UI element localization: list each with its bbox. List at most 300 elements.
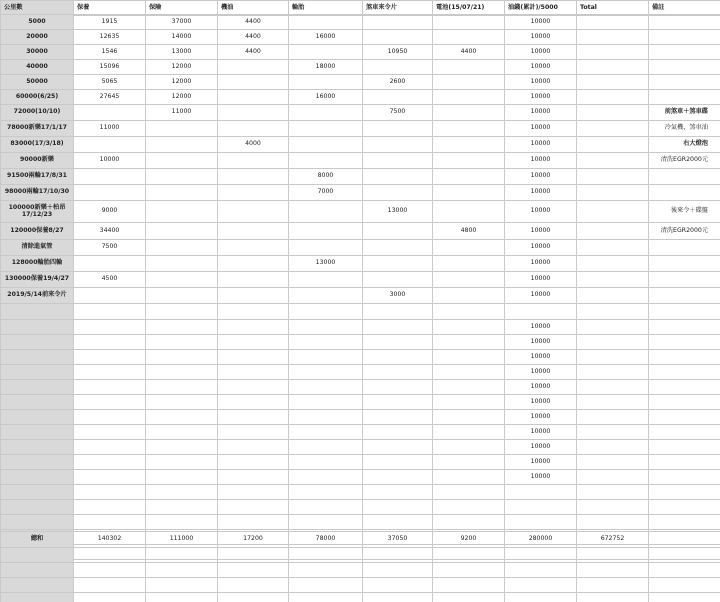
- cell-total[interactable]: [577, 169, 649, 185]
- cell-tires[interactable]: 16000: [289, 90, 363, 105]
- cell-fuel[interactable]: 10000: [505, 185, 577, 201]
- cell-battery[interactable]: [433, 185, 505, 201]
- cell-fuel[interactable]: 10000: [505, 288, 577, 304]
- cell-insurance[interactable]: [146, 578, 218, 593]
- cell-engine-oil[interactable]: [218, 470, 289, 485]
- cell-total[interactable]: [577, 455, 649, 470]
- cell-total[interactable]: [577, 272, 649, 288]
- cell-engine-oil[interactable]: [218, 304, 289, 320]
- cell-brake-pads[interactable]: 2600: [363, 75, 433, 90]
- cell-insurance[interactable]: 37000: [146, 15, 218, 30]
- cell-brake-pads[interactable]: [363, 395, 433, 410]
- cell-engine-oil[interactable]: [218, 365, 289, 380]
- cell-insurance[interactable]: [146, 240, 218, 256]
- cell-maintenance[interactable]: [74, 320, 146, 335]
- cell-battery[interactable]: [433, 256, 505, 272]
- cell-maintenance[interactable]: [74, 548, 146, 563]
- cell-fuel[interactable]: 10000: [505, 380, 577, 395]
- header-total[interactable]: Total: [577, 1, 649, 16]
- cell-tires[interactable]: [289, 395, 363, 410]
- cell-maintenance[interactable]: 1915: [74, 15, 146, 30]
- cell-maintenance[interactable]: 140302: [74, 532, 146, 548]
- cell-total[interactable]: [577, 335, 649, 350]
- cell-battery[interactable]: [433, 201, 505, 223]
- cell-insurance[interactable]: 12000: [146, 90, 218, 105]
- cell-brake-pads[interactable]: [363, 410, 433, 425]
- cell-fuel[interactable]: 10000: [505, 121, 577, 137]
- cell-battery[interactable]: 9200: [433, 532, 505, 548]
- cell-mileage[interactable]: [1, 304, 74, 320]
- cell-engine-oil[interactable]: [218, 485, 289, 500]
- cell-tires[interactable]: [289, 365, 363, 380]
- cell-engine-oil[interactable]: [218, 121, 289, 137]
- cell-brake-pads[interactable]: [363, 240, 433, 256]
- cell-notes[interactable]: [649, 320, 720, 335]
- cell-maintenance[interactable]: [74, 365, 146, 380]
- cell-mileage[interactable]: 128000輪胎四輪: [1, 256, 74, 272]
- cell-engine-oil[interactable]: [218, 169, 289, 185]
- cell-notes[interactable]: [649, 256, 720, 272]
- cell-brake-pads[interactable]: [363, 153, 433, 169]
- cell-mileage[interactable]: [1, 440, 74, 455]
- cell-insurance[interactable]: 12000: [146, 75, 218, 90]
- cell-insurance[interactable]: [146, 201, 218, 223]
- cell-fuel[interactable]: 10000: [505, 60, 577, 75]
- cell-notes[interactable]: [649, 500, 720, 515]
- cell-maintenance[interactable]: 11000: [74, 121, 146, 137]
- cell-maintenance[interactable]: [74, 500, 146, 515]
- cell-maintenance[interactable]: [74, 256, 146, 272]
- cell-insurance[interactable]: [146, 272, 218, 288]
- cell-total[interactable]: [577, 240, 649, 256]
- cell-engine-oil[interactable]: [218, 335, 289, 350]
- cell-total[interactable]: [577, 30, 649, 45]
- cell-fuel[interactable]: 10000: [505, 90, 577, 105]
- cell-engine-oil[interactable]: 4400: [218, 45, 289, 60]
- cell-notes[interactable]: [649, 365, 720, 380]
- cell-brake-pads[interactable]: [363, 304, 433, 320]
- cell-maintenance[interactable]: [74, 425, 146, 440]
- cell-insurance[interactable]: 13000: [146, 45, 218, 60]
- cell-fuel[interactable]: 10000: [505, 425, 577, 440]
- cell-maintenance[interactable]: [74, 440, 146, 455]
- cell-notes[interactable]: [649, 240, 720, 256]
- cell-notes[interactable]: 冷氣機，煞車油: [649, 121, 720, 137]
- cell-notes[interactable]: [649, 15, 720, 30]
- cell-engine-oil[interactable]: [218, 201, 289, 223]
- cell-total[interactable]: [577, 425, 649, 440]
- cell-mileage[interactable]: [1, 425, 74, 440]
- header-fuel[interactable]: 油錢(累計)/5000: [505, 1, 577, 16]
- cell-insurance[interactable]: [146, 593, 218, 602]
- cell-notes[interactable]: [649, 593, 720, 602]
- cell-total[interactable]: [577, 380, 649, 395]
- cell-maintenance[interactable]: 9000: [74, 201, 146, 223]
- cell-tires[interactable]: 16000: [289, 30, 363, 45]
- cell-brake-pads[interactable]: [363, 60, 433, 75]
- cell-engine-oil[interactable]: [218, 455, 289, 470]
- cell-total[interactable]: 672752: [577, 532, 649, 548]
- cell-mileage[interactable]: 78000新樂17/1/17: [1, 121, 74, 137]
- cell-mileage[interactable]: 120000保養8/27: [1, 223, 74, 240]
- cell-fuel[interactable]: 10000: [505, 223, 577, 240]
- cell-fuel[interactable]: 280000: [505, 532, 577, 548]
- cell-tires[interactable]: [289, 440, 363, 455]
- cell-tires[interactable]: [289, 288, 363, 304]
- cell-mileage[interactable]: 83000(17/3/18): [1, 137, 74, 153]
- cell-brake-pads[interactable]: [363, 185, 433, 201]
- cell-fuel[interactable]: 10000: [505, 169, 577, 185]
- cell-tires[interactable]: 8000: [289, 169, 363, 185]
- cell-insurance[interactable]: [146, 320, 218, 335]
- cell-insurance[interactable]: [146, 365, 218, 380]
- cell-mileage[interactable]: 清除進氣管: [1, 240, 74, 256]
- cell-tires[interactable]: [289, 593, 363, 602]
- cell-battery[interactable]: [433, 60, 505, 75]
- cell-engine-oil[interactable]: 4000: [218, 137, 289, 153]
- cell-tires[interactable]: [289, 563, 363, 578]
- cell-battery[interactable]: [433, 90, 505, 105]
- cell-engine-oil[interactable]: [218, 515, 289, 530]
- cell-brake-pads[interactable]: [363, 256, 433, 272]
- cell-battery[interactable]: [433, 15, 505, 30]
- cell-tires[interactable]: [289, 410, 363, 425]
- cell-mileage[interactable]: [1, 515, 74, 530]
- cell-brake-pads[interactable]: [363, 515, 433, 530]
- cell-mileage[interactable]: [1, 470, 74, 485]
- cell-notes[interactable]: [649, 548, 720, 563]
- cell-mileage[interactable]: [1, 563, 74, 578]
- cell-total[interactable]: [577, 60, 649, 75]
- header-insurance[interactable]: 保險: [146, 1, 218, 16]
- cell-fuel[interactable]: 10000: [505, 272, 577, 288]
- cell-notes[interactable]: [649, 578, 720, 593]
- cell-total[interactable]: [577, 288, 649, 304]
- cell-brake-pads[interactable]: [363, 350, 433, 365]
- cell-tires[interactable]: [289, 137, 363, 153]
- cell-tires[interactable]: [289, 75, 363, 90]
- cell-mileage[interactable]: [1, 410, 74, 425]
- cell-mileage[interactable]: 98000兩輪17/10/30: [1, 185, 74, 201]
- cell-battery[interactable]: [433, 410, 505, 425]
- cell-maintenance[interactable]: 12635: [74, 30, 146, 45]
- cell-brake-pads[interactable]: [363, 320, 433, 335]
- cell-mileage[interactable]: [1, 365, 74, 380]
- cell-brake-pads[interactable]: [363, 137, 433, 153]
- cell-notes[interactable]: [649, 185, 720, 201]
- header-maintenance[interactable]: 保養: [74, 1, 146, 16]
- cell-tires[interactable]: [289, 350, 363, 365]
- cell-total[interactable]: [577, 105, 649, 121]
- cell-maintenance[interactable]: 10000: [74, 153, 146, 169]
- cell-notes[interactable]: [649, 169, 720, 185]
- cell-brake-pads[interactable]: [363, 223, 433, 240]
- cell-engine-oil[interactable]: [218, 440, 289, 455]
- cell-notes[interactable]: 前煞車＋煞車碟: [649, 105, 720, 121]
- cell-battery[interactable]: [433, 320, 505, 335]
- cell-notes[interactable]: [649, 335, 720, 350]
- cell-mileage[interactable]: 40000: [1, 60, 74, 75]
- header-battery[interactable]: 電池(15/07/21): [433, 1, 505, 16]
- cell-battery[interactable]: [433, 563, 505, 578]
- cell-maintenance[interactable]: [74, 380, 146, 395]
- cell-fuel[interactable]: 10000: [505, 256, 577, 272]
- cell-engine-oil[interactable]: [218, 578, 289, 593]
- cell-fuel[interactable]: [505, 578, 577, 593]
- cell-fuel[interactable]: 10000: [505, 105, 577, 121]
- cell-mileage[interactable]: 130000保養19/4/27: [1, 272, 74, 288]
- cell-fuel[interactable]: [505, 500, 577, 515]
- cell-fuel[interactable]: 10000: [505, 350, 577, 365]
- cell-brake-pads[interactable]: [363, 169, 433, 185]
- cell-fuel[interactable]: 10000: [505, 365, 577, 380]
- cell-tires[interactable]: 78000: [289, 532, 363, 548]
- cell-engine-oil[interactable]: [218, 60, 289, 75]
- cell-battery[interactable]: [433, 548, 505, 563]
- cell-fuel[interactable]: 10000: [505, 240, 577, 256]
- cell-brake-pads[interactable]: [363, 365, 433, 380]
- header-notes[interactable]: 備註: [649, 1, 720, 16]
- cell-brake-pads[interactable]: [363, 121, 433, 137]
- cell-mileage[interactable]: 72000(10/10): [1, 105, 74, 121]
- cell-brake-pads[interactable]: [363, 500, 433, 515]
- cell-insurance[interactable]: [146, 455, 218, 470]
- cell-maintenance[interactable]: [74, 137, 146, 153]
- cell-notes[interactable]: [649, 455, 720, 470]
- cell-mileage[interactable]: [1, 500, 74, 515]
- cell-tires[interactable]: [289, 500, 363, 515]
- cell-total[interactable]: [577, 365, 649, 380]
- cell-notes[interactable]: [649, 90, 720, 105]
- cell-tires[interactable]: [289, 240, 363, 256]
- cell-tires[interactable]: [289, 485, 363, 500]
- cell-notes[interactable]: [649, 45, 720, 60]
- cell-mileage[interactable]: [1, 395, 74, 410]
- cell-notes[interactable]: [649, 380, 720, 395]
- cell-battery[interactable]: [433, 30, 505, 45]
- cell-maintenance[interactable]: [74, 578, 146, 593]
- cell-engine-oil[interactable]: [218, 288, 289, 304]
- cell-mileage[interactable]: 60000(6/25): [1, 90, 74, 105]
- cell-engine-oil[interactable]: [218, 153, 289, 169]
- cell-total[interactable]: [577, 75, 649, 90]
- cell-mileage[interactable]: 30000: [1, 45, 74, 60]
- cell-mileage[interactable]: 總和: [1, 532, 74, 548]
- cell-fuel[interactable]: 10000: [505, 201, 577, 223]
- cell-tires[interactable]: 18000: [289, 60, 363, 75]
- cell-fuel[interactable]: [505, 485, 577, 500]
- cell-tires[interactable]: [289, 105, 363, 121]
- cell-brake-pads[interactable]: [363, 593, 433, 602]
- cell-battery[interactable]: [433, 440, 505, 455]
- cell-mileage[interactable]: [1, 380, 74, 395]
- cell-fuel[interactable]: 10000: [505, 395, 577, 410]
- cell-total[interactable]: [577, 563, 649, 578]
- cell-mileage[interactable]: [1, 350, 74, 365]
- cell-tires[interactable]: [289, 304, 363, 320]
- cell-mileage[interactable]: [1, 455, 74, 470]
- cell-maintenance[interactable]: [74, 515, 146, 530]
- cell-total[interactable]: [577, 121, 649, 137]
- cell-maintenance[interactable]: [74, 185, 146, 201]
- cell-total[interactable]: [577, 578, 649, 593]
- cell-maintenance[interactable]: [74, 395, 146, 410]
- cell-battery[interactable]: [433, 169, 505, 185]
- cell-engine-oil[interactable]: [218, 593, 289, 602]
- cell-brake-pads[interactable]: [363, 335, 433, 350]
- cell-maintenance[interactable]: [74, 169, 146, 185]
- cell-battery[interactable]: [433, 105, 505, 121]
- cell-brake-pads[interactable]: [363, 380, 433, 395]
- cell-battery[interactable]: [433, 578, 505, 593]
- cell-fuel[interactable]: 10000: [505, 30, 577, 45]
- cell-brake-pads[interactable]: [363, 485, 433, 500]
- cell-tires[interactable]: [289, 548, 363, 563]
- cell-fuel[interactable]: [505, 515, 577, 530]
- cell-maintenance[interactable]: 7500: [74, 240, 146, 256]
- cell-insurance[interactable]: 11000: [146, 105, 218, 121]
- cell-battery[interactable]: [433, 365, 505, 380]
- cell-notes[interactable]: [649, 470, 720, 485]
- cell-engine-oil[interactable]: [218, 256, 289, 272]
- cell-engine-oil[interactable]: [218, 185, 289, 201]
- cell-total[interactable]: [577, 153, 649, 169]
- cell-maintenance[interactable]: [74, 470, 146, 485]
- cell-notes[interactable]: [649, 440, 720, 455]
- cell-total[interactable]: [577, 137, 649, 153]
- cell-brake-pads[interactable]: 3000: [363, 288, 433, 304]
- cell-insurance[interactable]: [146, 380, 218, 395]
- cell-battery[interactable]: [433, 593, 505, 602]
- cell-total[interactable]: [577, 256, 649, 272]
- cell-maintenance[interactable]: [74, 335, 146, 350]
- cell-insurance[interactable]: [146, 485, 218, 500]
- cell-battery[interactable]: [433, 240, 505, 256]
- cell-total[interactable]: [577, 440, 649, 455]
- cell-insurance[interactable]: [146, 563, 218, 578]
- cell-maintenance[interactable]: 15096: [74, 60, 146, 75]
- cell-insurance[interactable]: [146, 470, 218, 485]
- cell-maintenance[interactable]: [74, 455, 146, 470]
- cell-brake-pads[interactable]: [363, 548, 433, 563]
- cell-battery[interactable]: [433, 425, 505, 440]
- cell-total[interactable]: [577, 90, 649, 105]
- cell-fuel[interactable]: [505, 563, 577, 578]
- cell-notes[interactable]: [649, 75, 720, 90]
- cell-battery[interactable]: [433, 153, 505, 169]
- header-brake-pads[interactable]: 煞車來令片: [363, 1, 433, 16]
- cell-maintenance[interactable]: 27645: [74, 90, 146, 105]
- cell-insurance[interactable]: [146, 350, 218, 365]
- cell-notes[interactable]: [649, 425, 720, 440]
- cell-tires[interactable]: [289, 515, 363, 530]
- cell-battery[interactable]: [433, 515, 505, 530]
- header-mileage[interactable]: 公里數: [1, 1, 74, 16]
- cell-total[interactable]: [577, 320, 649, 335]
- cell-notes[interactable]: 右大燈泡: [649, 137, 720, 153]
- cell-total[interactable]: [577, 470, 649, 485]
- cell-tires[interactable]: [289, 425, 363, 440]
- cell-engine-oil[interactable]: [218, 425, 289, 440]
- cell-battery[interactable]: 4800: [433, 223, 505, 240]
- cell-maintenance[interactable]: [74, 304, 146, 320]
- cell-fuel[interactable]: [505, 304, 577, 320]
- cell-total[interactable]: [577, 45, 649, 60]
- cell-notes[interactable]: [649, 304, 720, 320]
- cell-total[interactable]: [577, 350, 649, 365]
- cell-battery[interactable]: [433, 485, 505, 500]
- cell-tires[interactable]: [289, 335, 363, 350]
- cell-fuel[interactable]: 10000: [505, 75, 577, 90]
- cell-brake-pads[interactable]: [363, 455, 433, 470]
- cell-tires[interactable]: [289, 201, 363, 223]
- cell-mileage[interactable]: 100000新樂＋柏昂 17/12/23: [1, 201, 74, 223]
- cell-brake-pads[interactable]: [363, 440, 433, 455]
- cell-fuel[interactable]: 10000: [505, 335, 577, 350]
- cell-engine-oil[interactable]: [218, 410, 289, 425]
- cell-tires[interactable]: [289, 45, 363, 60]
- cell-maintenance[interactable]: [74, 410, 146, 425]
- cell-brake-pads[interactable]: 37050: [363, 532, 433, 548]
- cell-notes[interactable]: [649, 30, 720, 45]
- cell-insurance[interactable]: [146, 395, 218, 410]
- cell-insurance[interactable]: [146, 304, 218, 320]
- cell-notes[interactable]: [649, 272, 720, 288]
- cell-tires[interactable]: [289, 223, 363, 240]
- cell-notes[interactable]: [649, 563, 720, 578]
- cell-mileage[interactable]: [1, 320, 74, 335]
- cell-engine-oil[interactable]: [218, 395, 289, 410]
- cell-fuel[interactable]: 10000: [505, 153, 577, 169]
- cell-brake-pads[interactable]: [363, 90, 433, 105]
- cell-mileage[interactable]: [1, 578, 74, 593]
- cell-engine-oil[interactable]: [218, 380, 289, 395]
- cell-insurance[interactable]: [146, 288, 218, 304]
- cell-engine-oil[interactable]: [218, 500, 289, 515]
- cell-total[interactable]: [577, 593, 649, 602]
- cell-tires[interactable]: [289, 380, 363, 395]
- cell-brake-pads[interactable]: [363, 15, 433, 30]
- cell-total[interactable]: [577, 304, 649, 320]
- cell-brake-pads[interactable]: [363, 578, 433, 593]
- cell-tires[interactable]: [289, 153, 363, 169]
- cell-brake-pads[interactable]: 7500: [363, 105, 433, 121]
- cell-engine-oil[interactable]: [218, 223, 289, 240]
- cell-engine-oil[interactable]: [218, 272, 289, 288]
- cell-engine-oil[interactable]: [218, 350, 289, 365]
- header-engine-oil[interactable]: 機油: [218, 1, 289, 16]
- cell-notes[interactable]: 後來令＋碟盤: [649, 201, 720, 223]
- cell-brake-pads[interactable]: [363, 470, 433, 485]
- cell-tires[interactable]: [289, 470, 363, 485]
- cell-brake-pads[interactable]: 10950: [363, 45, 433, 60]
- cell-notes[interactable]: [649, 532, 720, 548]
- cell-battery[interactable]: [433, 395, 505, 410]
- cell-fuel[interactable]: 10000: [505, 15, 577, 30]
- cell-notes[interactable]: [649, 395, 720, 410]
- cell-battery[interactable]: [433, 455, 505, 470]
- cell-mileage[interactable]: [1, 335, 74, 350]
- cell-battery[interactable]: [433, 75, 505, 90]
- cell-insurance[interactable]: [146, 137, 218, 153]
- cell-battery[interactable]: [433, 137, 505, 153]
- cell-brake-pads[interactable]: [363, 563, 433, 578]
- cell-fuel[interactable]: 10000: [505, 137, 577, 153]
- cell-maintenance[interactable]: 34400: [74, 223, 146, 240]
- cell-mileage[interactable]: 90000新樂: [1, 153, 74, 169]
- cell-engine-oil[interactable]: 17200: [218, 532, 289, 548]
- cell-notes[interactable]: [649, 60, 720, 75]
